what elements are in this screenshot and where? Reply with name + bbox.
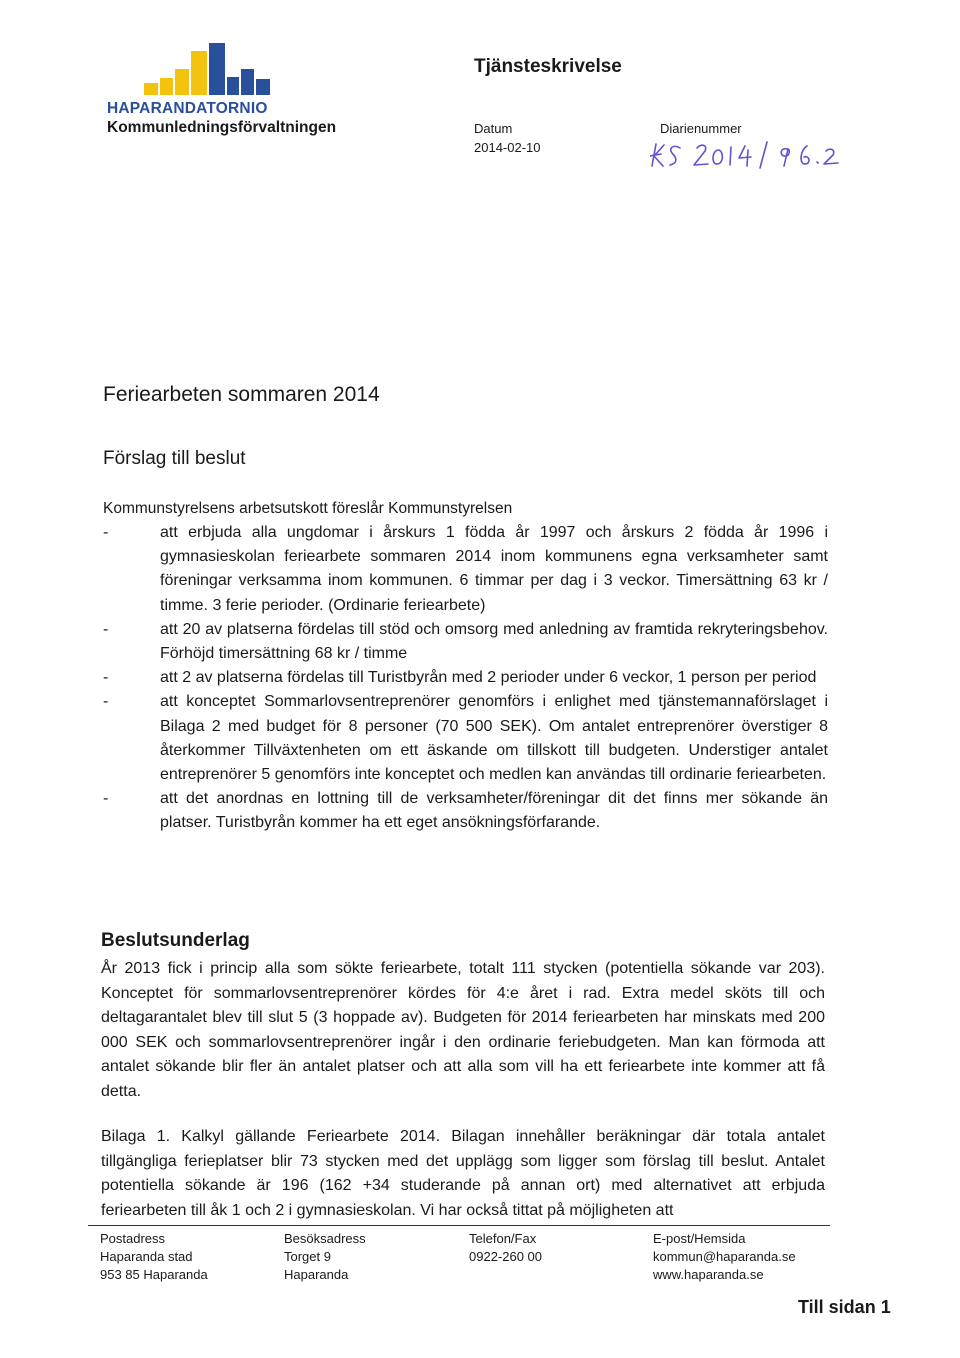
list-item: - att 2 av platserna fördelas till Turistbyrån med 2 perioder under 6 veckor, 1 person per period: [103, 669, 817, 687]
date-label: Datum: [474, 121, 513, 136]
logo: [144, 43, 274, 95]
website-link[interactable]: www.haparanda.se: [653, 1267, 764, 1282]
date-value: 2014-02-10: [474, 140, 541, 155]
list-item: - att erbjuda alla ungdomar i årskurs 1 födda år 1997 och årskurs 2 födda år 1996 i gymnasieskolan feriearbete sommaren 2014 inom kommunens egna verksamheter samt föreningar verksamma inom kommunen. 6 timmar per dag i 3 veckor. Timersättning 63 kr / timme. 3 ferie perioder. (Ordinarie feriearbete): [103, 524, 828, 614]
footer-phone: Telefon/Fax 0922-260 00: [469, 1231, 543, 1264]
document-type: Tjänsteskrivelse: [474, 56, 622, 77]
next-page-indicator: Till sidan 1: [798, 1297, 891, 1317]
diarie-handwritten-number: [650, 136, 840, 172]
proposal-list: [103, 521, 828, 836]
list-item: - att 20 av platserna fördelas till stöd och omsorg med anledning av framtida rekryteringsbehov. Förhöjd timersättning 68 kr / timme: [103, 620, 828, 663]
footer-divider: [88, 1225, 830, 1226]
basis-paragraph: År 2013 fick i princip alla som sökte feriearbete, totalt 111 stycken (potentiella sökande var 203). Konceptet för sommarlovsentreprenörer kördes för 4:e året i rad. Extra medel sköts till och deltagarantalet blev till slut 5 (3 hoppade av). Budgeten för 2014 feriearbeten har minskats med 200 000 SEK och sommarlovsentreprenörer ingår i den ordinarie feriebudgeten. Man kan förmoda att antalet sökande blir fler än antalet platser och att alla som vill ha ett feriearbete inte kommer att få detta.: [101, 960, 825, 1100]
org-department: Kommunledningsförvaltningen: [107, 119, 337, 136]
basis-heading: Beslutsunderlag: [101, 930, 250, 951]
footer-web: E-post/Hemsida kommun@haparanda.se www.haparanda.se: [653, 1231, 796, 1282]
org-name: HAPARANDATORNIO: [107, 100, 268, 117]
proposal-heading: Förslag till beslut: [103, 448, 246, 469]
diarie-label: Diarienummer: [660, 121, 742, 136]
footer-postal: Postadress Haparanda stad 953 85 Haparanda: [100, 1231, 208, 1282]
list-item: - att det anordnas en lottning till de verksamheter/föreningar dit det finns mer sökande än platser. Turistbyrån kommer ha ett eget ansökningsförfarande.: [103, 790, 828, 832]
footer-visit: Besöksadress Torget 9 Haparanda: [284, 1231, 366, 1282]
list-item: - att konceptet Sommarlovsentreprenörer genomförs i enlighet med tjänstemannaförslaget i Bilaga 2 med budget för 8 personer (70 500 SEK). Om antalet entreprenörer överstiger 8 återkommer Tillväxtenheten om ett äskande om tillskott till budgeten. Understiger antalet entreprenörer 5 genomförs inte konceptet och medlen kan användas till ordinarie feriearbeten.: [103, 693, 828, 784]
page-title: Feriearbeten sommaren 2014: [103, 383, 380, 406]
email-link[interactable]: kommun@haparanda.se: [653, 1249, 796, 1264]
proposal-intro: Kommunstyrelsens arbetsutskott föreslår Kommunstyrelsen: [103, 500, 513, 517]
basis-paragraph: Bilaga 1. Kalkyl gällande Feriearbete 2014. Bilagan innehåller beräkningar där totala antalet tillgängliga ferieplatser blir 73 stycken med det upplägg som ligger som förslag till beslut. Antalet potentiella sökande är 196 (162 +34 studerande på annan ort) med alternativet att erbjuda feriearbeten till åk 1 och 2 i gymnasieskolan. Vi har också tittat på möjligheten att: [101, 1128, 825, 1219]
